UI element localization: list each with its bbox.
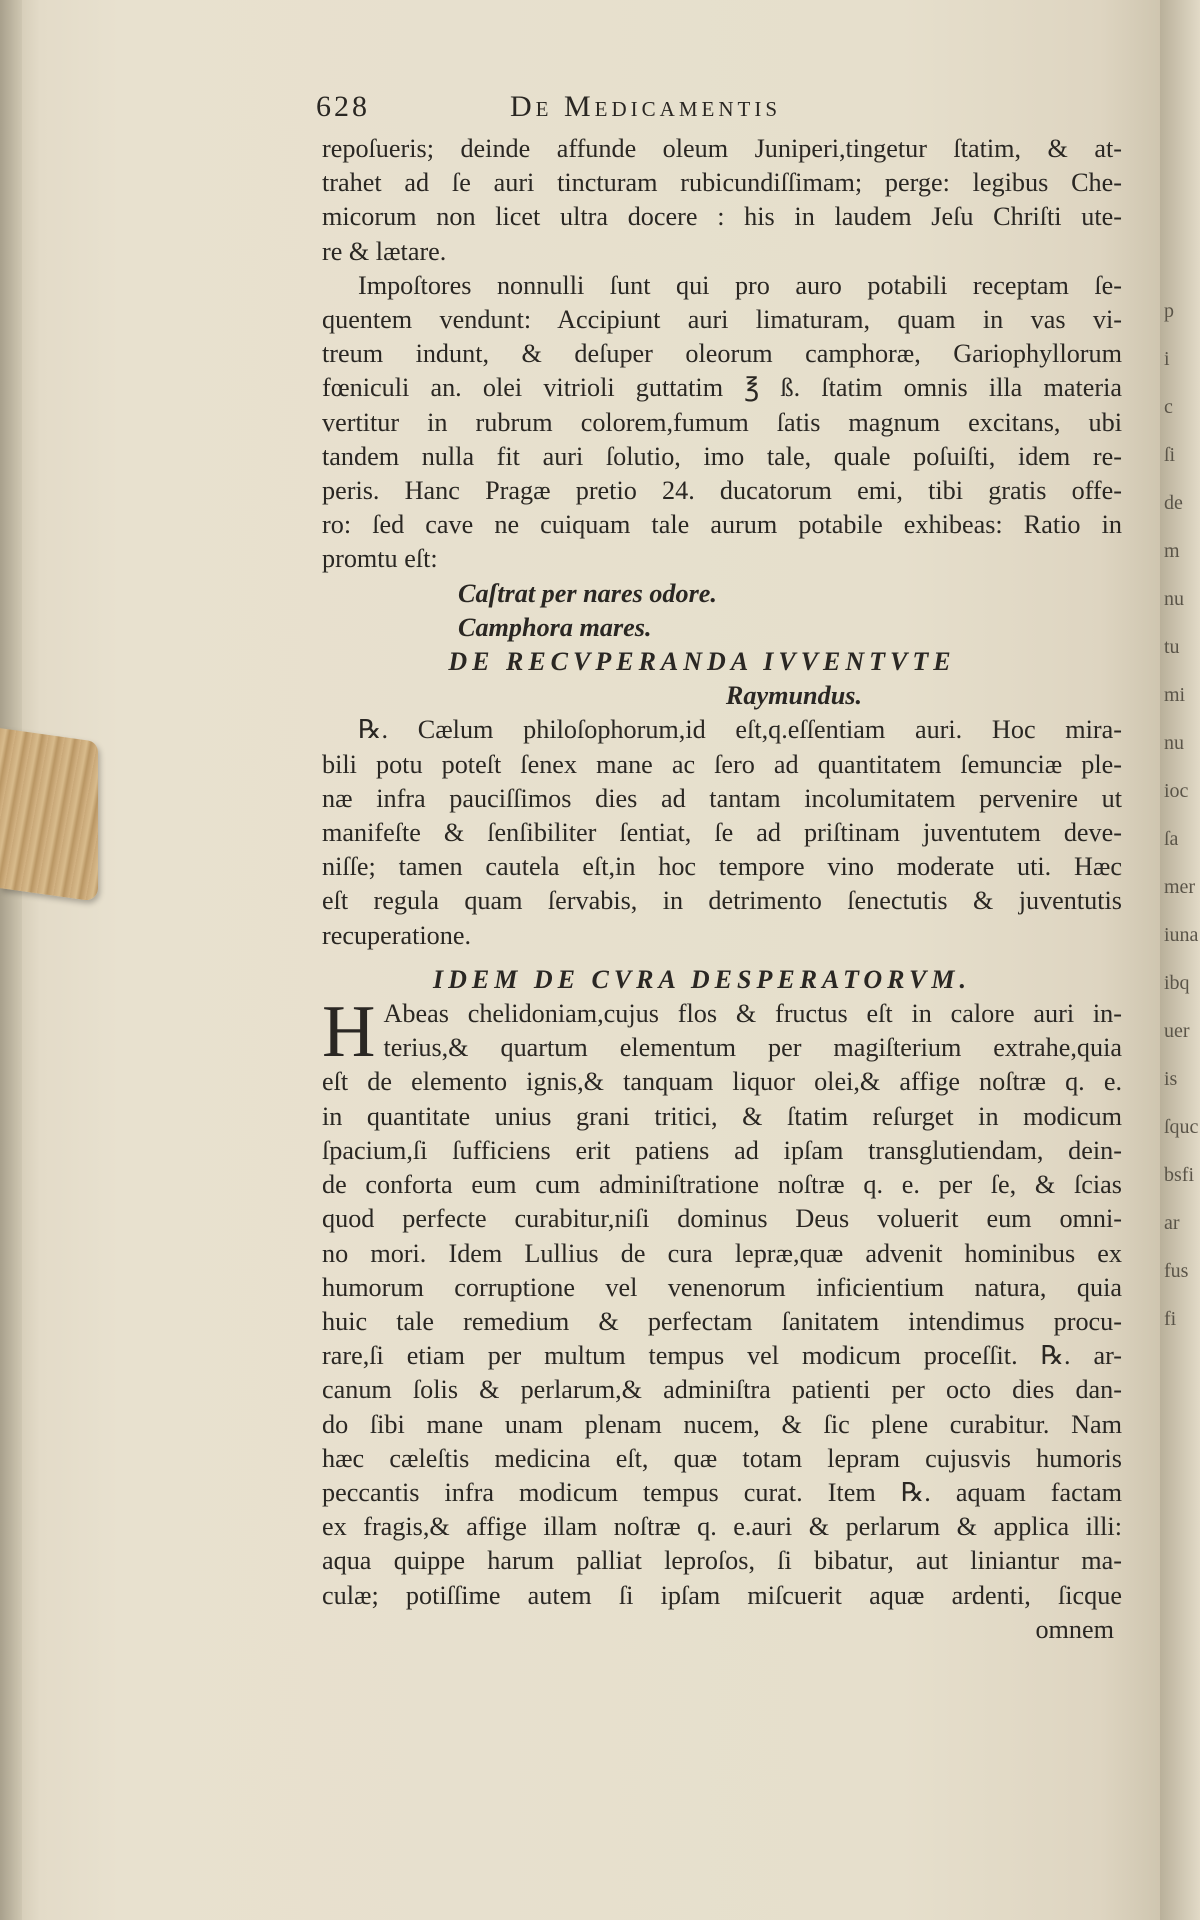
verse-line: Camphora mares.: [458, 612, 652, 642]
text-line: niſſe; tamen cautela eſt,in hoc tempore vino moderate uti. Hæc: [322, 852, 1122, 882]
text-line: fœniculi an. olei vitrioli guttatim ℥ ß. ſtatim omnis illa materia: [322, 373, 1122, 403]
page-text: [316, 88, 1122, 1647]
text-line: humorum corruptione vel venenorum inficientium natura, quia: [322, 1272, 1122, 1302]
running-header: [316, 88, 1122, 132]
heading-desperatorum: IDEM DE CVRA DESPERATORVM.: [433, 964, 971, 994]
text-line: ro: ſed cave ne cuiquam tale aurum potabile exhibeas: Ratio in: [322, 510, 1122, 540]
text-line: de conforta eum cum adminiſtratione noſtræ q. e. per ſe, & ſcias: [322, 1170, 1122, 1200]
adjacent-page-edge: [1160, 0, 1200, 1920]
text-line: vertitur in rubrum colorem,fumum ſatis magnum excitans, ubi: [322, 407, 1122, 437]
text-line: micorum non licet ultra docere : his in laudem Jeſu Chriſti ute-: [322, 202, 1122, 232]
bleed-fragment: i: [1164, 348, 1170, 370]
bleed-fragment: nu: [1164, 588, 1184, 610]
text-line: promtu eſt:: [322, 544, 438, 574]
text-line: ex fragis,& affige illam noſtræ q. e.auri & perlarum & applica illi:: [322, 1512, 1122, 1542]
bleed-fragment: is: [1164, 1068, 1178, 1090]
bleed-fragment: uer: [1164, 1020, 1190, 1042]
bleed-fragment: ſquc: [1164, 1116, 1199, 1138]
page-number: 628: [316, 90, 370, 123]
paragraph-3: [322, 991, 1122, 1613]
running-title: De Medicamentis: [510, 90, 781, 123]
bleed-fragment: bsfi: [1164, 1164, 1194, 1186]
text-line: canum ſolis & perlarum,& adminiſtra patienti per octo dies dan-: [322, 1375, 1122, 1405]
text-line: tandem nulla fit auri ſolutio, imo tale, quale poſuiſti, idem re-: [322, 441, 1122, 471]
text-line: bili potu poteſt ſenex mane ac ſero ad quantitatem ſemunciæ ple-: [322, 749, 1122, 779]
bleed-fragment: ioc: [1164, 780, 1189, 802]
bleed-fragment: ibq: [1164, 972, 1190, 994]
bleed-fragment: mer: [1164, 876, 1196, 898]
drop-cap: H: [322, 991, 376, 1074]
bleed-fragment: tu: [1164, 636, 1180, 658]
verse-line: Caſtrat per nares odore.: [458, 578, 717, 608]
text-line: do ſibi mane unam plenam nucem, & ſic plene curabitur. Nam: [322, 1409, 1122, 1439]
binding-gutter: [0, 0, 22, 1920]
bleed-fragment: fi: [1164, 1308, 1177, 1330]
text-line: eſt regula quam ſervabis, in detrimento ſenectutis & juventutis: [322, 886, 1122, 916]
catchword: omnem: [1035, 1614, 1114, 1644]
text-line: repoſueris; deinde affunde oleum Juniperi,tingetur ſtatim, & at-: [322, 134, 1122, 163]
bleed-fragment: c: [1164, 396, 1173, 418]
paper-tape: [0, 728, 98, 902]
text-line: rare,ſi etiam per multum tempus vel modicum proceſſit. ℞. ar-: [322, 1341, 1122, 1371]
verse: [322, 577, 1122, 645]
text-line: eſt de elemento ignis,& tanquam liquor olei,& affige noſtræ q. e.: [322, 1067, 1122, 1097]
bleed-fragment: mi: [1164, 684, 1186, 706]
bleed-fragment: fus: [1164, 1260, 1189, 1282]
bleed-fragment: ar: [1164, 1212, 1180, 1234]
bleed-fragment: de: [1164, 492, 1183, 514]
text-line: Abeas chelidoniam,cujus flos & fructus eſt in calore auri in-: [383, 999, 1122, 1029]
paragraph-1: [322, 132, 1122, 577]
text-line: Impoſtores nonnulli ſunt qui pro auro potabili receptam ſe-: [358, 270, 1122, 300]
bleed-fragment: m: [1164, 540, 1180, 562]
paragraph-2: [322, 713, 1122, 952]
bleed-fragment: nu: [1164, 732, 1184, 754]
text-line: terius,& quartum elementum per magiſterium extrahe,quia: [383, 1033, 1122, 1063]
text-line: in quantitate unius grani tritici, & ſtatim reſurget in modicum: [322, 1101, 1122, 1131]
text-line: quod perfecte curabitur,niſi dominus Deus voluerit eum omni-: [322, 1204, 1122, 1234]
text-line: culæ; potiſſime autem ſi ipſam miſcuerit aquæ ardenti, ſicque: [322, 1580, 1122, 1610]
text-line: peccantis infra modicum tempus curat. Item ℞. aquam factam: [322, 1477, 1122, 1507]
text-line: recuperatione.: [322, 920, 472, 950]
text-line: no mori. Idem Lullius de cura lepræ,quæ advenit hominibus ex: [322, 1238, 1122, 1268]
heading-recuperanda: DE RECVPERANDA IVVENTVTE: [448, 647, 956, 677]
text-line: næ infra pauciſſimos dies ad tantam incolumitatem pervenire ut: [322, 783, 1122, 813]
text-line: hæc cæleſtis medicina eſt, quæ totam lepram cujusvis humoris: [322, 1443, 1122, 1473]
bleed-fragment: iuna: [1164, 924, 1199, 946]
bleed-fragment: p: [1164, 300, 1174, 322]
text-line: aqua quippe harum palliat leproſos, ſi bibatur, aut liniantur ma-: [322, 1546, 1122, 1576]
text-line: re & lætare.: [322, 236, 447, 266]
text-line: peris. Hanc Pragæ pretio 24. ducatorum emi, tibi gratis offe-: [322, 476, 1122, 506]
text-line: ſpacium,ſi ſufficiens erit patiens ad ipſam transglutiendam, dein-: [322, 1135, 1122, 1165]
text-line: trahet ad ſe auri tincturam rubicundiſſimam; perge: legibus Che-: [322, 168, 1122, 198]
text-line: manifeſte & ſenſibiliter ſentiat, ſe ad priſtinam juventutem deve-: [322, 818, 1122, 848]
subheading-raymundus: Raymundus.: [725, 681, 862, 711]
text-line: quentem vendunt: Accipiunt auri limaturam, quam in vas vi-: [322, 305, 1122, 335]
text-line: treum indunt, & deſuper oleorum camphoræ, Gariophyllorum: [322, 339, 1122, 369]
text-line: ℞. Cælum philoſophorum,id eſt,q.eſſentiam auri. Hoc mira-: [358, 715, 1122, 745]
text-line: huic tale remedium & perfectam ſanitatem intendimus procu-: [322, 1306, 1122, 1336]
bleed-fragment: ſi: [1164, 444, 1176, 466]
bleed-fragment: ſa: [1164, 828, 1179, 850]
